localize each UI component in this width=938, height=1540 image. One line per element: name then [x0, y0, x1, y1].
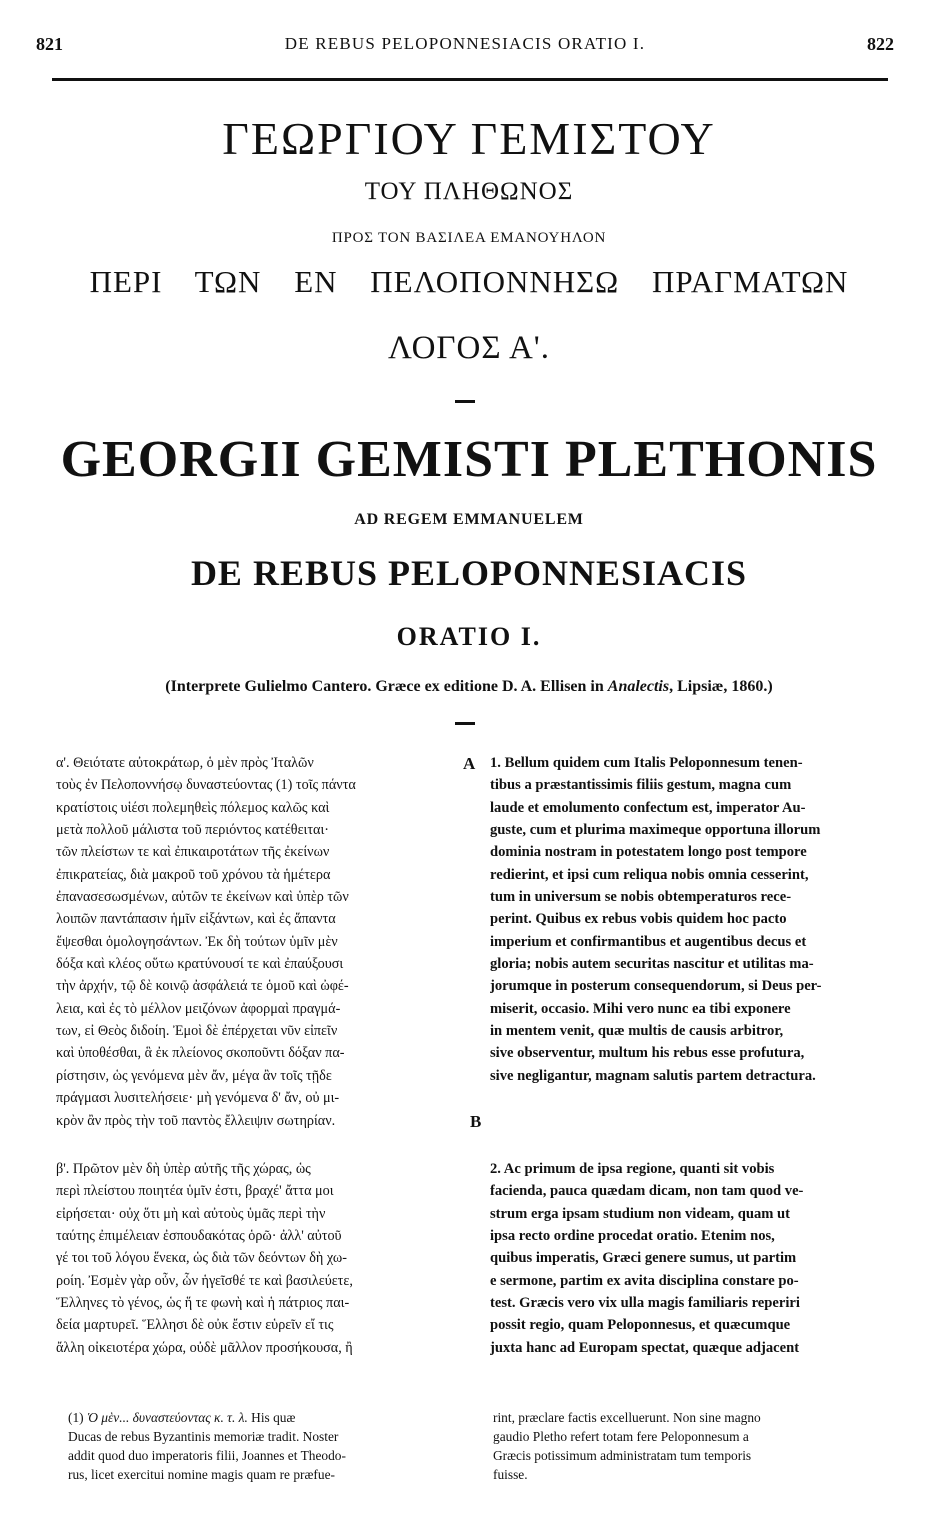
latin-addressee: AD REGEM EMMANUELEM: [354, 511, 584, 528]
text-line: ἐπανασεσωσμένων, αὐτῶν τε ἐκείνων καὶ ὑπὲρ τῶν: [56, 889, 349, 906]
text-line: gaudio Pletho refert totam fere Peloponnesum a: [493, 1429, 749, 1444]
text-line: ταύτης ἐπιμέλειαν ἐσπουδακότας ὁρῶ· ἀλλ' αὐτοῦ: [56, 1228, 342, 1245]
running-head: [36, 34, 894, 58]
text-line: κρὸν ἂν πρὸς τὴν τοῦ παντὸς ἔλλειψιν σωτηρίαν.: [56, 1112, 336, 1129]
edition-note: [0, 678, 938, 696]
footnote-left-lines: [68, 1427, 468, 1484]
page-number-right: 822: [867, 34, 894, 54]
footnote-first-line: [68, 1408, 468, 1427]
text-line: sive observentur, multum his rebus esse profutura,: [490, 1045, 805, 1062]
text-line: tibus a præstantissimis filiis gestum, magna cum: [490, 777, 792, 794]
text-line: δόξα καὶ κλέος οὕτω κρατύνουσί τε καὶ ἐπαύξουσι: [56, 956, 344, 973]
text-line: εἰρήσεται· οὐχ ὅτι μὴ καὶ αὐτοὺς ὑμᾶς περὶ τὴν: [56, 1205, 326, 1222]
section-divider: [455, 722, 475, 725]
text-line: tum in universum se nobis obtemperaturos rece-: [490, 889, 792, 906]
text-line: ροίη. Ἐσμὲν γὰρ οὖν, ὧν ἡγεῖσθέ τε καὶ βασιλεύετε,: [56, 1272, 353, 1289]
text-line: β'. Πρῶτον μὲν δὴ ὑπὲρ αὐτῆς τῆς χώρας, ὡς: [56, 1161, 311, 1177]
text-line: μετὰ πολλοῦ μάλιστα τοῦ περιόντος κατέθειται·: [56, 822, 330, 839]
text-line: facienda, pauca quædam dicam, non tam quod ve-: [490, 1183, 804, 1200]
text-line: ipsa recto ordine procedat oratio. Etenim nos,: [490, 1228, 775, 1245]
text-line: laude et emolumento confectum est, imperator Au-: [490, 799, 806, 816]
greek-author-title: ΓΕΩΡΓΙΟΥ ΓΕΜΙΣΤΟΥ: [222, 113, 716, 164]
text-line: guste, cum et plurima maximeque opportuna illorum: [490, 822, 821, 839]
footnote-lemma: Ὁ μὲν... δυναστεύοντας κ. τ. λ.: [86, 1410, 248, 1425]
text-line: test. Græcis vero vix ulla magis familiaris reperiri: [490, 1295, 800, 1312]
text-line: possit regio, quam Peloponnesus, et quæcumque: [490, 1317, 791, 1334]
latin-author-title: GEORGII GEMISTI PLETHONIS: [60, 431, 878, 488]
text-line: in mentem venit, quæ multis de causis arbitror,: [490, 1023, 784, 1040]
text-line: τὴν ἀρχήν, τῷ δὲ κοινῷ ἀσφάλειά τε ὁμοῦ καὶ ὠφέ-: [56, 978, 349, 995]
text-line: addit quod duo imperatoris filii, Joannes et Theodo-: [68, 1448, 346, 1463]
text-line: γέ τοι τοῦ λόγου ἕνεκα, ὡς διὰ τῶν δεόντων δὴ χω-: [56, 1250, 347, 1267]
text-line: τοὺς ἐν Πελοποννήσῳ δυναστεύοντας (1) τοῖς πάντα: [56, 777, 356, 794]
greek-subject: ΠΕΡΙ ΤΩΝ ΕΝ ΠΕΛΟΠΟΝΝΗΣΩ ΠΡΑΓΜΑΤΩΝ: [89, 264, 849, 299]
text-line: miserit, occasio. Mihi vero nunc ea tibi exponere: [490, 1000, 791, 1017]
text-line: rint, præclare factis excelluerunt. Non sine magno: [493, 1410, 761, 1425]
text-line: λεια, καὶ ἐς τὸ μέλλον μειζόνων ἀφορμαὶ πραγμά-: [56, 1000, 341, 1017]
text-line: καὶ ὑποθέσθαι, ἃ ἐκ πλείονος σκοποῦντι δόξαν πα-: [56, 1045, 345, 1062]
text-line: λοιπῶν παντάπασιν ἡμῖν εἰξάντων, καὶ ἐς ἅπαντα: [56, 911, 336, 928]
greek-paragraph-1: [56, 752, 466, 1132]
footnote-number: (1): [68, 1410, 84, 1425]
text-line: Ducas de rebus Byzantinis memoriæ tradit. Noster: [68, 1429, 339, 1444]
footnote-right: [493, 1408, 911, 1484]
latin-subject: DE REBUS PELOPONNESIACIS: [190, 553, 748, 593]
text-line: ἕψεσθαι ὁμολογησάντων. Ἐκ δὴ τούτων ὑμῖν μὲν: [56, 933, 338, 950]
text-line: κρατίστοις υἱέσι πολεμηθεὶς πόλεμος καλῶς καὶ: [56, 799, 330, 816]
text-line: α'. Θειότατε αὐτοκράτωρ, ὁ μὲν πρὸς Ἰταλῶν: [56, 755, 314, 771]
text-line: περὶ πλείστου ποιητέα ὑμῖν ἐστι, βραχέ' ἄττα μοι: [56, 1183, 334, 1200]
text-line: dominia nostram in potestatem longo post tempore: [490, 844, 807, 861]
edition-note-pre: (Interprete Gulielmo Cantero. Græce ex editione D. A. Ellisen in: [165, 678, 608, 695]
text-line: δεία μαρτυρεῖ. Ἕλλησι δὲ οὐκ ἔστιν εὑρεῖν εἴ τις: [56, 1317, 334, 1334]
text-line: των, εἰ Θεὸς διδοίη. Ἐμοὶ δὲ ἐπέρχεται νῦν εἰπεῖν: [56, 1023, 338, 1040]
text-line: redierint, et ipsi cum reliqua nobis omnia cesserint,: [490, 866, 809, 883]
text-line: Græcis potissimum administratam tum temporis: [493, 1448, 752, 1463]
text-line: rus, licet exercitui nomine magis quam re præfue-: [68, 1467, 335, 1482]
latin-paragraph-1: [490, 752, 908, 1087]
text-line: τῶν πλείστων τε καὶ ἐπικαιροτάτων τῆς ἐκείνων: [56, 844, 330, 861]
text-line: ἐπικρατείας, διὰ μακροῦ τοῦ χρόνου τὰ ἡμέτερα: [56, 866, 331, 883]
text-line: perint. Quibus ex rebus vobis quidem hoc pacto: [490, 911, 787, 928]
text-line: 1. Bellum quidem cum Italis Peloponnesum tenen-: [490, 755, 803, 771]
page-number-left: 821: [36, 34, 63, 54]
margin-letter-a: A: [463, 754, 476, 773]
margin-letter-b: B: [470, 1112, 482, 1131]
edition-note-italic: Analectis: [607, 678, 670, 695]
text-line: jorumque in posterum consequendorum, si Deus per-: [490, 978, 822, 995]
text-line: πράγμασι λυσιτελήσειε· μὴ γενόμενα δ' ἄν, οὐ μι-: [56, 1090, 340, 1107]
text-line: ρίστησιν, ὡς γενόμενα μὲν ἄν, μέγα ἂν τοῖς τῇδε: [56, 1067, 332, 1084]
text-line: strum erga ipsam studium non videam, quam ut: [490, 1205, 791, 1222]
text-line: sive negligantur, magnam salutis partem detractura.: [490, 1067, 816, 1084]
text-line: fuisse.: [493, 1467, 528, 1482]
text-line: juxta hanc ad Europam spectat, quæque adjacent: [490, 1339, 800, 1356]
text-line: 2. Ac primum de ipsa regione, quanti sit vobis: [490, 1161, 775, 1177]
greek-paragraph-2: [56, 1158, 466, 1359]
latin-oratio: ORATIO I.: [396, 622, 542, 651]
header-rule: [52, 78, 888, 81]
greek-author-subtitle: ΤΟΥ ΠΛΗΘΩΝΟΣ: [364, 178, 574, 205]
text-line: e sermone, partim ex avita disciplina constare po-: [490, 1272, 799, 1289]
running-title: DE REBUS PELOPONNESIACIS ORATIO I.: [284, 34, 646, 53]
text-line: Ἕλληνες τὸ γένος, ὡς ἥ τε φωνὴ καὶ ἡ πάτριος παι-: [56, 1295, 350, 1312]
latin-paragraph-2: [490, 1158, 908, 1359]
text-line: ἄλλη οἰκειοτέρα χώρα, οὐδὲ μᾶλλον προσήκουσα, ἢ: [56, 1339, 353, 1356]
title-divider: [455, 400, 475, 403]
greek-addressee: ΠΡΟΣ ΤΟΝ ΒΑΣΙΛΕΑ ΕΜΑΝΟΥΗΛΟΝ: [331, 230, 607, 246]
edition-note-post: , Lipsiæ, 1860.): [669, 678, 773, 695]
text-line: imperium et confirmantibus et augentibus decus et: [490, 933, 807, 950]
footnote-first-rest: His quæ: [247, 1410, 296, 1425]
text-line: gloria; nobis autem securitas nascitur et utilitas ma-: [490, 956, 814, 973]
text-line: quibus imperatis, Græci genere sumus, ut partim: [490, 1250, 797, 1267]
footnote-left: [68, 1408, 468, 1484]
greek-oratio: ΛΟΓΟΣ Α'.: [388, 330, 550, 366]
